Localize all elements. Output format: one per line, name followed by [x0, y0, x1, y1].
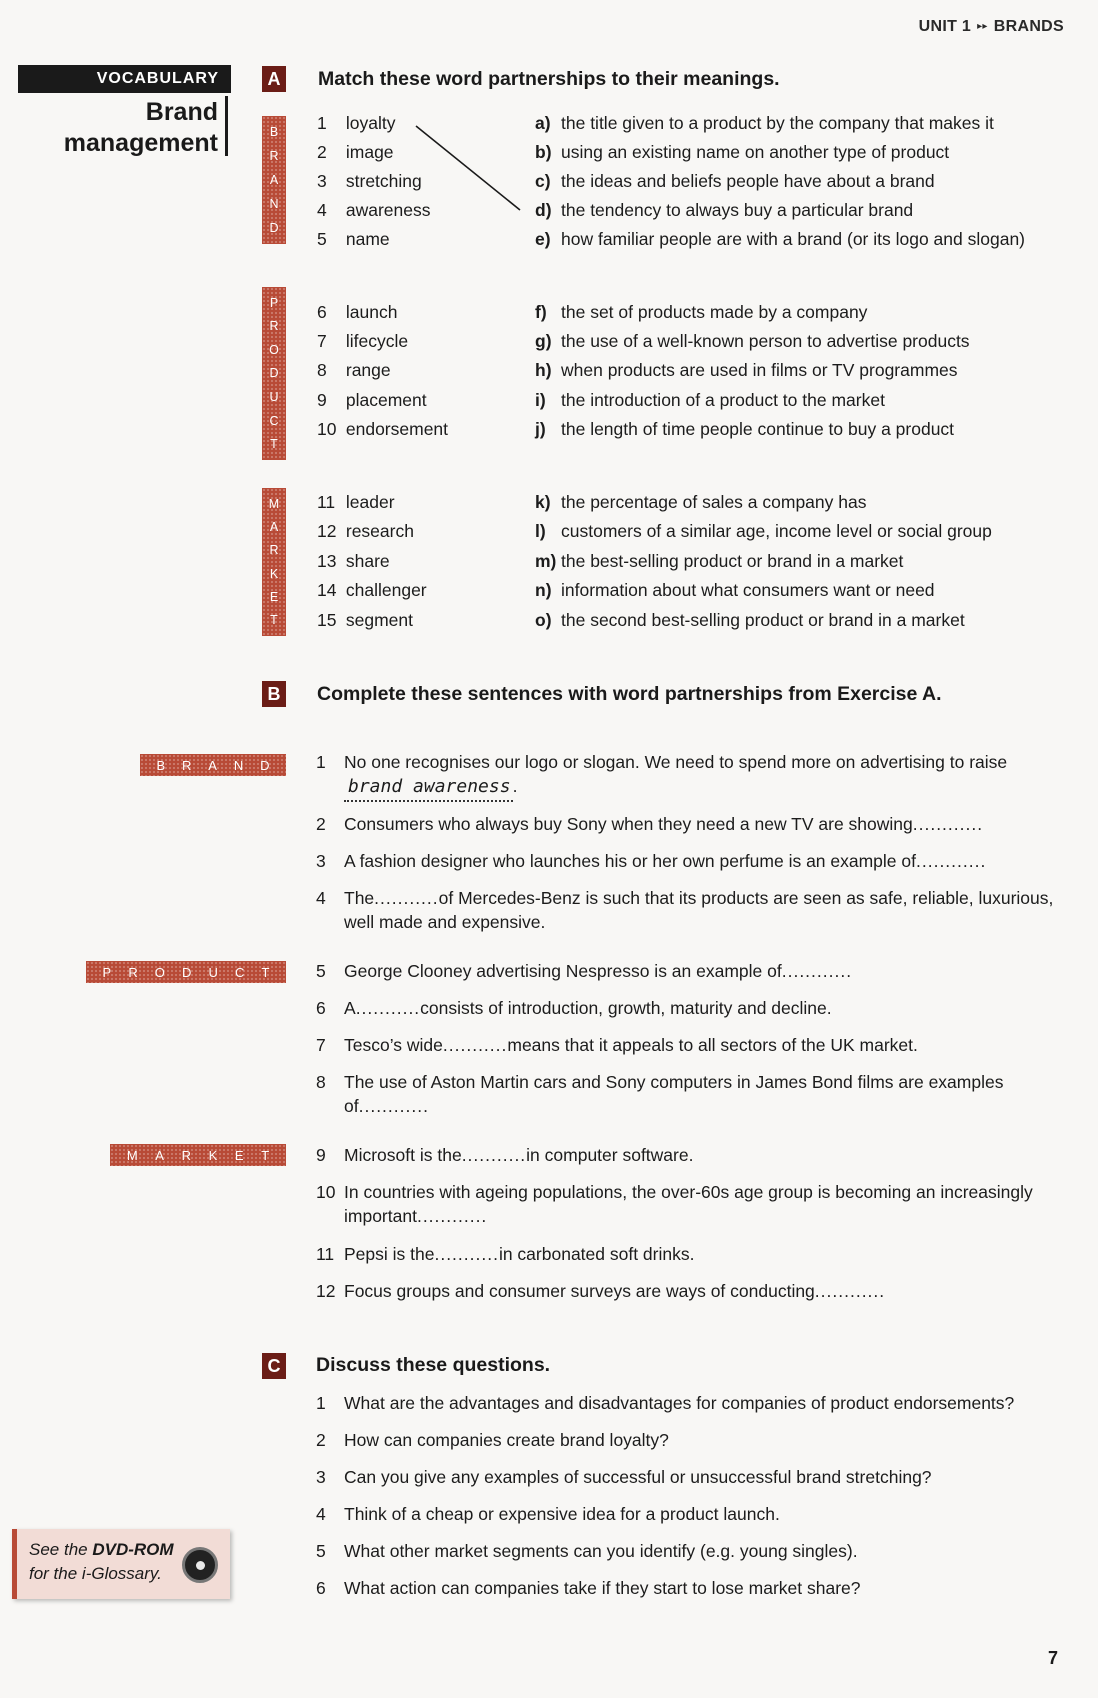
strip-letter: E — [269, 589, 279, 604]
sentence-text: consists of introduction, growth, maturity and decline. — [420, 998, 832, 1018]
meaning-text: the use of a well-known person to advertise products — [561, 331, 970, 351]
question-item — [316, 1391, 1076, 1415]
item-number: 10 — [317, 419, 337, 439]
word-item — [317, 229, 390, 249]
strip-letter: C — [269, 413, 279, 428]
word: challenger — [345, 580, 427, 600]
market-label — [110, 1144, 286, 1166]
question-text: How can companies create brand loyalty? — [344, 1430, 669, 1450]
strip-letter: E — [234, 1147, 244, 1163]
sentence-item — [316, 750, 1056, 802]
word-item — [317, 142, 394, 162]
meaning-letter: a) — [535, 113, 551, 133]
item-number: 11 — [317, 492, 336, 512]
item-number: 4 — [316, 1504, 326, 1524]
sentence-text: A — [344, 998, 356, 1018]
question-item — [316, 1428, 1076, 1452]
sentence-text: of Mercedes-Benz is such that its products are seen as safe, reliable, luxurious, well made and expensive. — [344, 888, 1054, 932]
meaning-letter: g) — [535, 331, 552, 351]
sentence-text: in carbonated soft drinks. — [498, 1244, 695, 1264]
sentence-text: Consumers who always buy Sony when they need a new TV are showing — [344, 814, 913, 834]
item-number: 12 — [316, 1281, 336, 1301]
sentence-text: Focus groups and consumer surveys are ways of conducting — [344, 1281, 815, 1301]
strip-letter: R — [182, 757, 192, 773]
strip-letter: P — [269, 295, 279, 310]
answer-blank[interactable]: ............ — [358, 1096, 429, 1116]
meaning-text: the title given to a product by the company that makes it — [561, 113, 994, 133]
title-line-1: Brand — [145, 98, 218, 126]
meaning-letter: b) — [535, 142, 552, 162]
answer-blank[interactable]: ............ — [814, 1281, 886, 1301]
question-text: Think of a cheap or expensive idea for a product launch. — [344, 1504, 780, 1524]
exercise-b-letter: B — [262, 681, 286, 707]
item-number: 10 — [316, 1182, 336, 1202]
sentence-item — [316, 1070, 1056, 1118]
meaning-letter: f) — [535, 302, 547, 322]
word: placement — [345, 390, 427, 410]
strip-letter: N — [233, 757, 244, 773]
item-number: 15 — [317, 610, 337, 630]
brand-strip — [262, 116, 286, 244]
double-arrow-icon: ▸▸ — [977, 21, 988, 32]
meaning-item — [535, 580, 935, 600]
item-number: 8 — [317, 360, 327, 380]
title-line-2: management — [63, 129, 218, 157]
word-item — [317, 302, 397, 322]
meaning-text: when products are used in films or TV programmes — [561, 360, 958, 380]
strip-letter: D — [260, 757, 270, 773]
word: image — [345, 142, 394, 162]
question-item — [316, 1502, 1076, 1526]
meaning-item — [535, 492, 866, 512]
meaning-text: information about what consumers want or need — [561, 580, 935, 600]
sentence-item — [316, 1279, 1056, 1303]
strip-letter: R — [269, 319, 279, 334]
sentence-text: No one recognises our logo or slogan. We need to spend more on advertising to raise — [344, 752, 1008, 772]
item-number: 3 — [316, 1467, 326, 1487]
sentence-text: George Clooney advertising Nespresso is an example of — [344, 961, 782, 981]
meaning-item — [535, 610, 965, 630]
question-text: What are the advantages and disadvantages for companies of product endorsements? — [344, 1393, 1015, 1413]
strip-letter: B — [269, 125, 279, 139]
question-text: What action can companies take if they start to lose market share? — [344, 1578, 861, 1598]
word-item — [317, 419, 448, 439]
meaning-text: the tendency to always buy a particular brand — [561, 200, 914, 220]
strip-letter: D — [182, 964, 192, 980]
sentence-text: The — [344, 888, 375, 908]
item-number: 1 — [317, 113, 327, 133]
exercise-a-letter: A — [262, 66, 286, 92]
strip-letter: T — [270, 437, 278, 452]
dvd-note-line-2: for the i-Glossary. — [29, 1564, 162, 1583]
exercise-c-letter: C — [262, 1353, 286, 1379]
meaning-letter: l) — [535, 521, 546, 541]
question-item — [316, 1576, 1076, 1600]
strip-letter: M — [268, 496, 280, 511]
item-number: 6 — [316, 998, 326, 1018]
product-strip — [262, 287, 286, 460]
meaning-letter: o) — [535, 610, 552, 630]
meaning-item — [535, 171, 935, 191]
title-rule — [225, 96, 228, 156]
meaning-text: the introduction of a product to the market — [561, 390, 885, 410]
handwritten-answer[interactable]: brand awareness — [344, 775, 513, 802]
word: range — [345, 360, 391, 380]
meaning-item — [535, 551, 903, 571]
meaning-text: the ideas and beliefs people have about a brand — [561, 171, 935, 191]
word: share — [345, 551, 390, 571]
meaning-text: the percentage of sales a company has — [561, 492, 867, 512]
question-item — [316, 1539, 1076, 1563]
unit-label: UNIT 1 — [918, 18, 972, 35]
meaning-item — [535, 331, 970, 351]
question-text: What other market segments can you identify (e.g. young singles). — [344, 1541, 858, 1561]
strip-letter: A — [155, 1147, 164, 1163]
strip-letter: P — [102, 964, 112, 980]
vocabulary-label: VOCABULARY — [18, 65, 231, 93]
item-number: 1 — [316, 752, 326, 772]
item-number: 11 — [316, 1244, 335, 1264]
item-number: 5 — [317, 229, 327, 249]
strip-letter: R — [269, 543, 279, 558]
item-number: 9 — [317, 390, 327, 410]
answer-blank[interactable]: ............ — [912, 814, 984, 834]
item-number: 5 — [316, 1541, 326, 1561]
meaning-item — [535, 419, 954, 439]
item-number: 13 — [317, 551, 337, 571]
meaning-text: how familiar people are with a brand (or its logo and slogan) — [561, 229, 1026, 249]
sentence-text: A fashion designer who launches his or her own perfume is an example of — [344, 851, 916, 871]
strip-letter: R — [128, 964, 138, 980]
answer-blank[interactable]: ............ — [416, 1206, 488, 1226]
word: lifecycle — [345, 331, 409, 351]
word: stretching — [345, 171, 422, 191]
word-item — [317, 113, 395, 133]
product-label — [86, 961, 286, 983]
meaning-text: the best-selling product or brand in a market — [561, 551, 904, 571]
strip-letter: T — [261, 1147, 270, 1163]
word-item — [317, 521, 414, 541]
word: loyalty — [345, 113, 396, 133]
meaning-item — [535, 302, 867, 322]
meaning-item — [535, 521, 992, 541]
market-strip — [262, 488, 286, 636]
strip-letter: N — [269, 197, 279, 211]
item-number: 7 — [316, 1035, 326, 1055]
question-text: Can you give any examples of successful or unsuccessful brand stretching? — [344, 1467, 932, 1487]
item-number: 12 — [317, 521, 337, 541]
word-item — [317, 171, 422, 191]
word: name — [345, 229, 390, 249]
sentence-text: means that it appeals to all sectors of the UK market. — [507, 1035, 918, 1055]
sentence-item — [316, 1180, 1056, 1228]
exercise-b-heading: Complete these sentences with word partnerships from Exercise A. — [317, 683, 942, 705]
strip-letter: A — [269, 173, 279, 187]
item-number: 8 — [316, 1072, 326, 1092]
item-number: 7 — [317, 331, 327, 351]
word-item — [317, 360, 391, 380]
section-label: BRANDS — [993, 18, 1064, 35]
word-item — [317, 551, 390, 571]
word-item — [317, 200, 431, 220]
meaning-letter: d) — [535, 200, 552, 220]
meaning-item — [535, 360, 958, 380]
word: segment — [345, 610, 413, 630]
disc-icon — [182, 1547, 218, 1583]
strip-letter: C — [234, 964, 245, 980]
sentence-text: In countries with ageing populations, the over-60s age group is becoming an increasingly important — [344, 1182, 1033, 1226]
item-number: 1 — [316, 1393, 326, 1413]
word: leader — [345, 492, 395, 512]
page-title — [18, 97, 218, 159]
meaning-text: the second best-selling product or brand in a market — [561, 610, 965, 630]
item-number: 6 — [317, 302, 327, 322]
meaning-letter: n) — [535, 580, 552, 600]
strip-letter: R — [181, 1147, 191, 1163]
meaning-letter: k) — [535, 492, 551, 512]
meaning-item — [535, 390, 885, 410]
sentence-item — [316, 959, 1056, 983]
question-item — [316, 1465, 1076, 1489]
meaning-letter: i) — [535, 390, 546, 410]
item-number: 2 — [317, 142, 327, 162]
meaning-text: the length of time people continue to buy a product — [561, 419, 955, 439]
answer-blank[interactable]: ........... — [434, 1244, 499, 1264]
answer-blank[interactable]: ............ — [781, 961, 853, 981]
word-item — [317, 580, 427, 600]
item-number: 4 — [316, 888, 326, 908]
item-number: 14 — [317, 580, 337, 600]
sentence-text: The use of Aston Martin cars and Sony computers in James Bond films are examples of — [344, 1072, 1004, 1116]
strip-letter: O — [269, 342, 279, 357]
meaning-item — [535, 229, 1025, 249]
brand-label — [140, 754, 286, 776]
word: research — [345, 521, 414, 541]
strip-letter: A — [269, 519, 279, 534]
sentence-text: in computer software. — [526, 1145, 694, 1165]
meaning-letter: e) — [535, 229, 551, 249]
strip-letter: D — [269, 366, 279, 381]
strip-letter: K — [269, 566, 279, 581]
answer-blank[interactable]: ............ — [916, 851, 987, 871]
word-item — [317, 390, 427, 410]
item-number: 2 — [316, 814, 326, 834]
item-number: 2 — [316, 1430, 326, 1450]
strip-letter: O — [154, 964, 165, 980]
answer-blank[interactable]: ........... — [374, 888, 439, 908]
strip-letter: D — [269, 221, 279, 235]
sentence-item — [316, 1242, 1056, 1266]
meaning-item — [535, 200, 913, 220]
meaning-item — [535, 142, 949, 162]
word: launch — [345, 302, 398, 322]
meaning-item — [535, 113, 994, 133]
meaning-letter: m) — [535, 551, 557, 571]
meaning-text: customers of a similar age, income level or social group — [561, 521, 992, 541]
sentence-text: Pepsi is the — [344, 1244, 435, 1264]
strip-letter: K — [208, 1147, 218, 1163]
meaning-text: the set of products made by a company — [561, 302, 868, 322]
page-number: 7 — [1047, 1648, 1058, 1668]
answer-blank[interactable]: ........... — [442, 1035, 508, 1055]
strip-letter: A — [208, 757, 217, 773]
answer-blank[interactable]: ........... — [355, 998, 421, 1018]
answer-blank: . — [512, 776, 519, 796]
exercise-a-heading: Match these word partnerships to their meanings. — [318, 68, 780, 90]
strip-letter: R — [269, 149, 279, 163]
running-head — [919, 18, 1064, 36]
strip-letter: U — [208, 964, 218, 980]
sentence-item — [316, 1143, 1056, 1167]
item-number: 5 — [316, 961, 326, 981]
meaning-letter: j) — [535, 419, 546, 439]
answer-blank[interactable]: ........... — [461, 1145, 527, 1165]
strip-letter: B — [156, 757, 166, 773]
meaning-text: using an existing name on another type of product — [561, 142, 950, 162]
sentence-text: Tesco’s wide — [344, 1035, 443, 1055]
item-number: 6 — [316, 1578, 326, 1598]
meaning-letter: h) — [535, 360, 552, 380]
sentence-item — [316, 886, 1056, 934]
dvd-note-bold: DVD-ROM — [92, 1540, 174, 1559]
strip-letter: T — [261, 964, 270, 980]
strip-letter: T — [270, 613, 278, 628]
item-number: 9 — [316, 1145, 326, 1165]
item-number: 3 — [316, 851, 326, 871]
word-item — [317, 610, 413, 630]
strip-letter: M — [126, 1147, 138, 1163]
sentence-item — [316, 996, 1056, 1020]
item-number: 4 — [317, 200, 327, 220]
word: endorsement — [345, 419, 449, 439]
sentence-text: Microsoft is the — [344, 1145, 462, 1165]
dvd-note-text: See the — [29, 1540, 88, 1559]
sentence-item — [316, 849, 1056, 873]
sentence-item — [316, 812, 1056, 836]
sentence-item — [316, 1033, 1056, 1057]
item-number: 3 — [317, 171, 327, 191]
meaning-letter: c) — [535, 171, 551, 191]
word-item — [317, 492, 395, 512]
word-item — [317, 331, 408, 351]
dvd-rom-note[interactable] — [12, 1529, 230, 1599]
word: awareness — [345, 200, 431, 220]
exercise-c-heading: Discuss these questions. — [316, 1354, 551, 1376]
strip-letter: U — [269, 390, 279, 405]
